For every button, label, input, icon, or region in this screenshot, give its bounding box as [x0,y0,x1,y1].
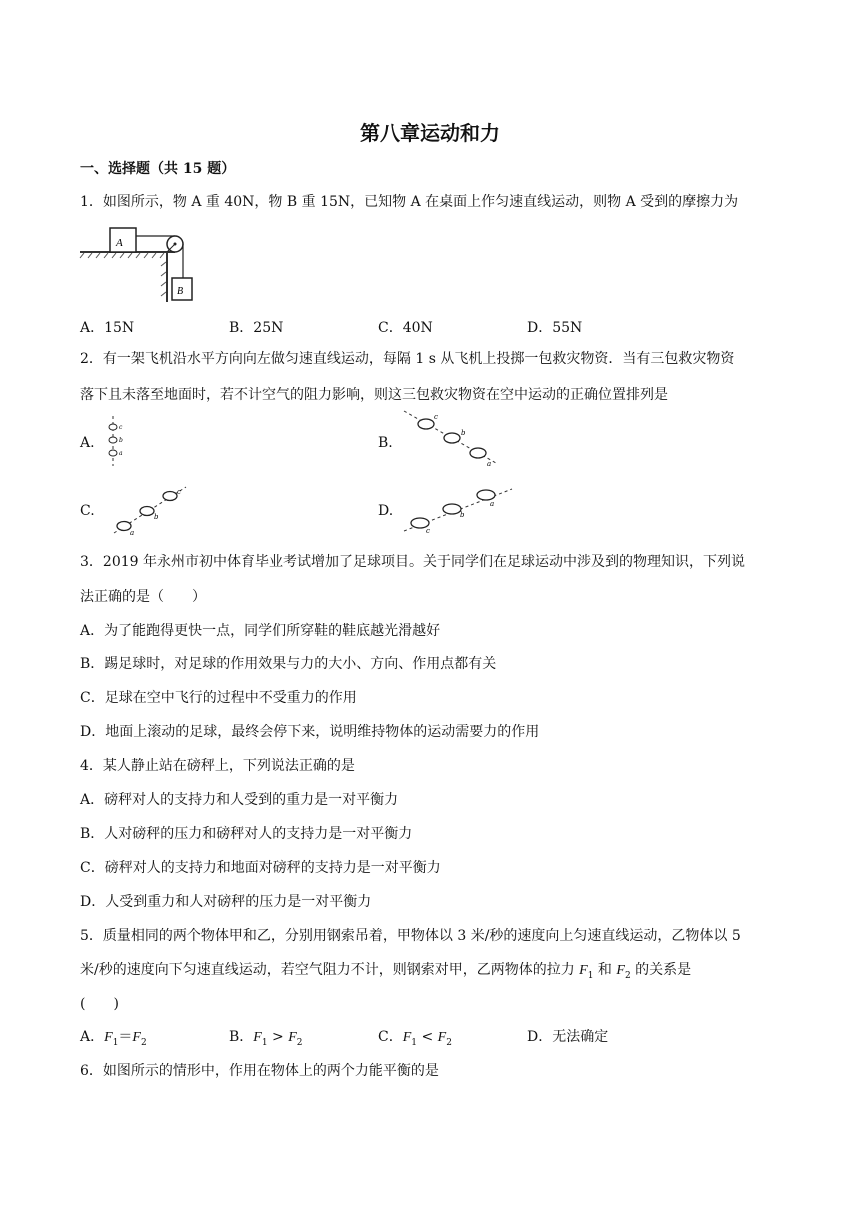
question-1-text: 1．如图所示，物 A 重 40N，物 B 重 15N，已知物 A 在桌面上作匀速直线运动，则物 A 受到的摩擦力为 [80,194,739,210]
question-5-line-1: 5．质量相同的两个物体甲和乙，分别用钢索吊着，甲物体以 3 米/秒的速度向上匀速直线运动，乙物体以 5 [80,928,741,944]
q2-option-c-figure [110,481,190,537]
q2-option-c-label: C. [80,503,95,519]
q4-option-a: A．磅秤对人的支持力和人受到的重力是一对平衡力 [80,792,399,808]
q4-option-c: C．磅秤对人的支持力和地面对磅秤的支持力是一对平衡力 [80,860,441,876]
q2-option-a-figure [104,416,134,468]
question-4-text: 4．某人静止站在磅秤上，下列说法正确的是 [80,758,355,774]
svg-text:a: a [119,450,123,457]
q3-option-b: B．踢足球时，对足球的作用效果与力的大小、方向、作用点都有关 [80,656,497,672]
q2-option-b-label: B. [378,435,393,451]
svg-text:b: b [460,511,465,519]
question-5-line-2: 米/秒的速度向下匀速直线运动，若空气阻力不计，则钢索对甲，乙两物体的拉力 $F_1$ 和 $F_2$ 的关系是 [80,962,692,981]
svg-text:a: a [490,500,495,508]
svg-text:a: a [130,529,135,537]
q5-option-a: A．$F_1=F_2$ [80,1029,147,1048]
svg-text:c: c [119,424,123,431]
q4-option-b: B．人对磅秤的压力和磅秤对人的支持力是一对平衡力 [80,826,413,842]
question-2-line-1: 2．有一架飞机沿水平方向向左做匀速直线运动，每隔 1 s 从飞机上投掷一包救灾物资．当有三包救灾物资 [80,351,735,367]
q3-option-a: A．为了能跑得更快一点，同学们所穿鞋的鞋底越光滑越好 [80,623,441,639]
q5-option-d: D．无法确定 [527,1029,609,1045]
block-a [110,228,136,252]
q3-option-c: C．足球在空中飞行的过程中不受重力的作用 [80,690,357,706]
question-5-line-3: ( ) [80,996,119,1012]
svg-text:a: a [487,460,492,468]
q3-option-d: D．地面上滚动的足球，最终会停下来，说明维持物体的运动需要力的作用 [80,724,540,740]
section-heading: 一、选择题（共 15 题） [80,161,236,177]
svg-text:b: b [154,513,159,521]
svg-text:c: c [426,527,430,535]
question-3-line-1: 3．2019 年永州市初中体育毕业考试增加了足球项目。关于同学们在足球运动中涉及到的物理知识，下列说 [80,554,745,570]
q1-option-b: B．25N [229,320,284,336]
q1-pulley-figure [80,222,200,304]
svg-text:c: c [434,413,438,421]
svg-text:b: b [461,429,466,437]
q1-option-a: A．15N [80,320,135,336]
question-3-line-2: 法正确的是（ ） [80,589,206,605]
page-title: 第八章运动和力 [360,121,500,145]
q1-option-d: D．55N [527,320,583,336]
question-6-text: 6．如图所示的情形中，作用在物体上的两个力能平衡的是 [80,1063,439,1079]
svg-text:c: c [177,488,181,496]
q2-option-d-figure [404,485,514,535]
block-a-label: A [116,237,123,249]
q1-option-c: C．40N [378,320,433,336]
svg-text:b: b [119,437,123,444]
q5-option-c: C．$F_1 < F_2$ [378,1029,452,1048]
q2-option-b-figure [404,411,500,471]
question-2-line-2: 落下且未落至地面时，若不计空气的阻力影响，则这三包救灾物资在空中运动的正确位置排列是 [80,387,668,403]
q5-option-b: B．$F_1 > F_2$ [229,1029,303,1048]
q4-option-d: D．人受到重力和人对磅秤的压力是一对平衡力 [80,894,372,910]
block-b-label: B [177,286,184,297]
q2-option-d-label: D. [378,503,394,519]
q2-option-a-label: A. [80,435,95,451]
